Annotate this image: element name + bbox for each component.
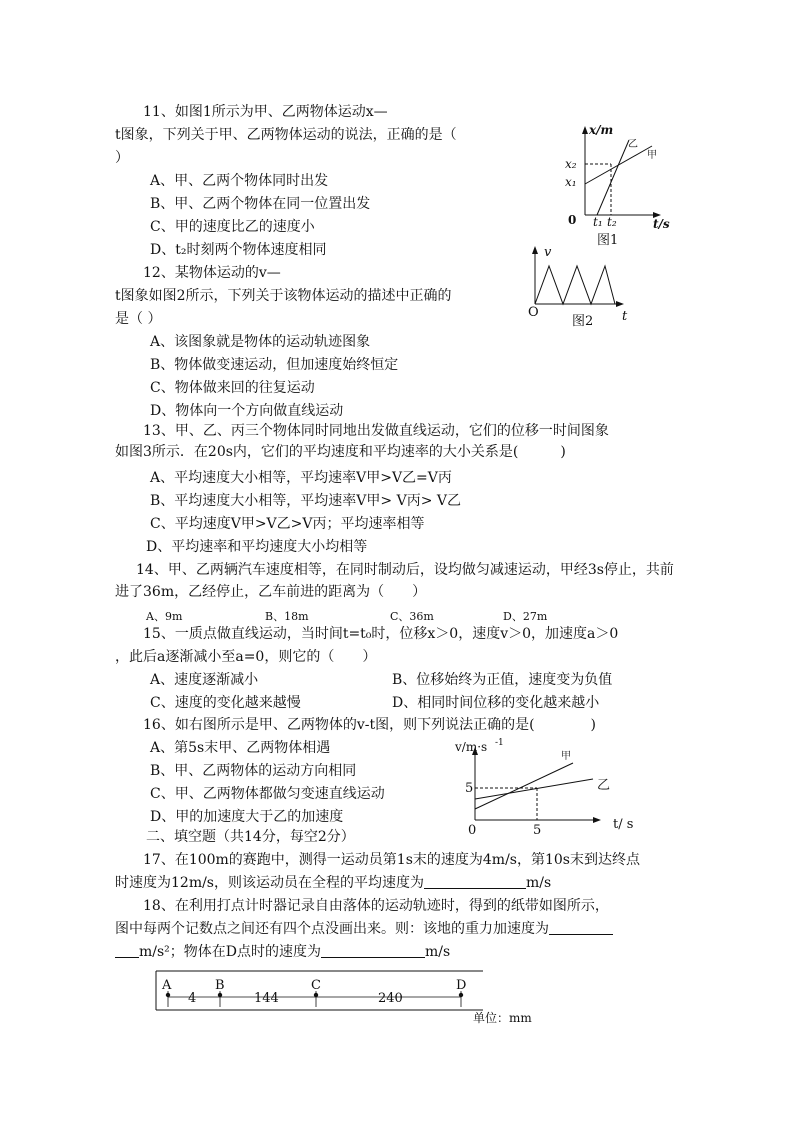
q18-unit-a: m/s²；物体在D点时的速度为 (139, 944, 322, 960)
figure-3-vt-graph (455, 735, 645, 840)
q11-stem-line1: 11、如图1所示为甲、乙两物体运动x— (143, 104, 388, 120)
q15-stem-line2: ，此后a逐渐减小至a=0，则它的（ ） (115, 649, 377, 665)
fig1-y-arrow (582, 126, 588, 134)
q13-stem-line1: 13、甲、乙、丙三个物体同时同地出发做直线运动，它们的位移一时间图象 (143, 423, 609, 439)
q14-stem-line2: 进了36m，乙经停止，乙车前进的距离为（ ） (115, 584, 427, 600)
section-2-title: 二、填空题（共14分，每空2分） (146, 829, 355, 845)
q11-option-a: A、甲、乙两个物体同时出发 (150, 173, 329, 189)
paper-tape-figure (148, 966, 548, 1026)
q13-stem-line2: 如图3所示．在20s内，它们的平均速度和平均速率的大小关系是( ) (115, 444, 566, 460)
fig2-y-label: v (544, 245, 552, 260)
fig2-origin: O (528, 305, 539, 320)
figure-2-vt-graph (525, 238, 635, 328)
tape-label-d: D (456, 978, 467, 993)
q13-option-c: C、平均速度V甲>V乙>V丙；平均速率相等 (150, 516, 425, 532)
q12-stem-line1: 12、某物体运动的v— (143, 265, 281, 281)
fig1-label-yi: 乙 (628, 139, 638, 150)
fig3-label-yi: 乙 (597, 778, 611, 793)
q18-unit-b: m/s (425, 944, 451, 960)
q13-option-b: B、平均速度大小相等，平均速率V甲> V丙> V乙 (150, 493, 461, 509)
fig3-tick-y: 5 (465, 781, 474, 796)
q12-option-a: A、该图象就是物体的运动轨迹图象 (150, 334, 371, 350)
fig1-label-jia: 甲 (647, 150, 657, 161)
fig1-caption: 图1 (597, 233, 619, 248)
fig2-x-label: t (622, 309, 628, 324)
fig1-line-yi (597, 140, 629, 215)
q14-option-b: B、18m (265, 610, 309, 623)
fig1-label-t1: t₁ (593, 215, 603, 229)
q16-option-c: C、甲、乙两物体都做匀变速直线运动 (150, 786, 385, 802)
q18-answer-blank-a[interactable] (549, 920, 613, 935)
fig1-x-label: t/s (653, 217, 670, 231)
q15-option-b: B、位移始终为正值，速度变为负值 (392, 672, 613, 688)
q13-option-a: A、平均速度大小相等，平均速率V甲>V乙=V丙 (150, 470, 452, 486)
fig1-label-t2: t₂ (607, 215, 617, 229)
q16-option-d: D、甲的加速度大于乙的加速度 (150, 809, 344, 825)
q12-stem-line3: 是（ ） (115, 311, 162, 327)
q17-stem-line2: 时速度为12m/s，则该运动员在全程的平均速度为 (115, 875, 424, 891)
fig3-x-label: t/ s (613, 817, 634, 832)
fig3-line-yi (475, 779, 593, 799)
q15-option-d: D、相同时间位移的变化越来越小 (392, 695, 600, 711)
q15-stem-line1: 15、一质点做直线运动，当时间t=t₀时，位移x＞0，速度v＞0，加速度a＞0 (143, 626, 619, 642)
q18-line3 (115, 943, 450, 961)
q13-option-d: D、平均速率和平均速度大小均相等 (146, 539, 368, 555)
fig2-y-arrow (532, 246, 538, 254)
q16-stem-line1: 16、如右图所示是甲、乙两物体的v-t图，则下列说法正确的是( ) (143, 717, 597, 733)
q11-option-c: C、甲的速度比乙的速度小 (150, 219, 315, 235)
q14-option-a: A、9m (146, 610, 183, 623)
fig3-line-jia (475, 763, 573, 809)
q11-option-d: D、t₂时刻两个物体速度相同 (150, 242, 327, 258)
fig2-x-arrow (616, 301, 624, 307)
q18-answer-blank-b[interactable] (321, 943, 425, 958)
q14-stem-line1: 14、甲、乙两辆汽车速度相等，在同时制动后，设均做匀减速运动，甲经3s停止，共前 (136, 562, 674, 578)
fig1-label-x2: x₂ (565, 157, 577, 171)
q11-option-b: B、甲、乙两个物体在同一位置出发 (150, 196, 371, 212)
tape-label-b: B (215, 978, 225, 993)
q16-option-a: A、第5s末甲、乙两物体相遇 (150, 740, 331, 756)
q12-stem-line2: t图象如图2所示，下列关于该物体运动的描述中正确的 (115, 288, 452, 304)
fig1-origin: 0 (568, 213, 577, 227)
tape-unit-label: 单位：mm (473, 1011, 532, 1025)
fig3-tick-x: 5 (533, 823, 542, 838)
q17-answer-blank[interactable] (424, 874, 526, 889)
q17-stem-line1: 17、在100m的赛跑中，测得一运动员第1s末的速度为4m/s，第10s末到达终点 (143, 852, 640, 868)
fig3-y-label: v/m·s (455, 740, 488, 754)
q15-option-a: A、速度逐渐减小 (150, 672, 259, 688)
q17-line2 (115, 874, 551, 892)
tape-label-c: C (311, 978, 321, 993)
fig3-x-arrow (593, 817, 601, 823)
fig1-label-x1: x₁ (565, 175, 577, 189)
q16-option-b: B、甲、乙两物体的运动方向相同 (150, 763, 357, 779)
fig1-y-label: x/m (589, 123, 614, 137)
fig2-zigzag-line (535, 266, 615, 304)
q12-option-b: B、物体做变速运动，但加速度始终恒定 (150, 357, 399, 373)
tape-segment-cd: 240 (378, 991, 403, 1006)
q12-option-d: D、物体向一个方向做直线运动 (150, 403, 344, 419)
q11-stem-line3: ） (115, 150, 129, 166)
q18-stem-line2: 图中每两个记数点之间还有四个点没画出来。则：该地的重力加速度为 (115, 921, 549, 937)
q18-stem-line1: 18、在利用打点计时器记录自由落体的运动轨迹时，得到的纸带如图所示， (143, 898, 609, 914)
tape-segment-ab: 4 (188, 991, 197, 1006)
tape-label-a: A (162, 978, 172, 993)
fig2-caption: 图2 (572, 314, 594, 329)
fig3-label-jia: 甲 (561, 751, 571, 762)
figure-1-xt-graph (555, 120, 685, 250)
q14-option-d: D、27m (503, 610, 548, 623)
fig3-origin: 0 (468, 823, 477, 838)
q11-stem-line2: t图象，下列关于甲、乙两物体运动的说法，正确的是（ (115, 127, 457, 143)
q15-option-c: C、速度的变化越来越慢 (150, 695, 301, 711)
fig3-y-exp: -1 (495, 738, 504, 748)
q18-answer-blank-a-cont[interactable] (115, 943, 139, 958)
tape-segment-bc: 144 (254, 991, 279, 1006)
q14-option-c: C、36m (390, 610, 434, 623)
q12-option-c: C、物体做来回的往复运动 (150, 380, 315, 396)
q18-line2 (115, 920, 613, 938)
q17-unit: m/s (526, 875, 552, 891)
